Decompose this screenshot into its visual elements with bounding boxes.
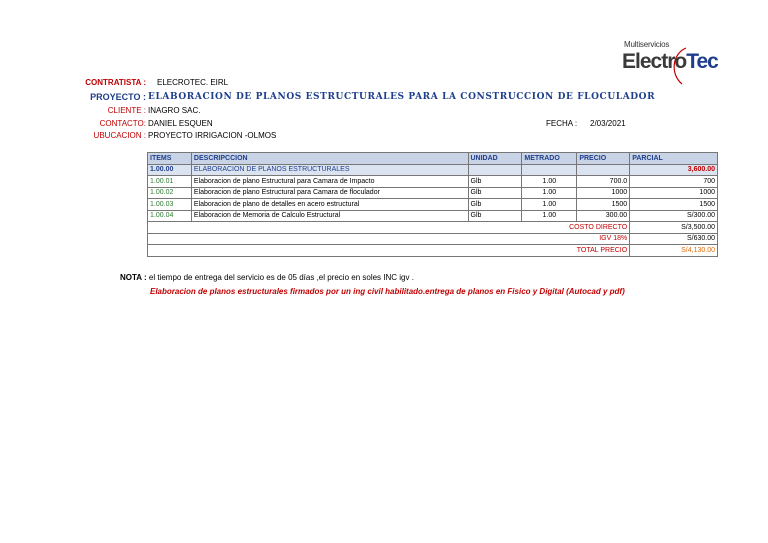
cliente-label: CLIENTE : bbox=[107, 106, 146, 115]
section-item: 1.00.00 bbox=[148, 164, 192, 176]
header-metrado: METRADO bbox=[522, 153, 577, 165]
row-parcial: 700 bbox=[630, 176, 718, 188]
proyecto-value: ELABORACION DE PLANOS ESTRUCTURALES PARA LA CONSTRUCCION DE FLOCULADOR bbox=[148, 92, 656, 102]
logo-brand-part1: Electro bbox=[622, 50, 687, 73]
row-precio: 300.00 bbox=[577, 210, 630, 222]
cliente-value: INAGRO SAC. bbox=[148, 106, 201, 115]
row-parcial: 1000 bbox=[630, 187, 718, 199]
row-item: 1.00.04 bbox=[148, 210, 192, 222]
table-row bbox=[148, 187, 718, 199]
table-row bbox=[148, 210, 718, 222]
igv-value: S/630.00 bbox=[630, 233, 718, 245]
row-item: 1.00.03 bbox=[148, 199, 192, 211]
row-unidad: Glb bbox=[468, 176, 522, 188]
budget-table bbox=[147, 152, 718, 257]
logo-tagline: Multiservicios bbox=[624, 40, 670, 49]
section-row bbox=[148, 164, 718, 176]
company-logo bbox=[618, 38, 718, 88]
row-item: 1.00.01 bbox=[148, 176, 192, 188]
row-precio: 1500 bbox=[577, 199, 630, 211]
table-row bbox=[148, 199, 718, 211]
row-unidad: Glb bbox=[468, 187, 522, 199]
row-parcial: S/300.00 bbox=[630, 210, 718, 222]
logo-brand-part2: Tec bbox=[686, 50, 718, 73]
fecha-label: FECHA : bbox=[546, 119, 578, 128]
nota-text: el tiempo de entrega del servicio es de 05 días ,el precio en soles INC igv . bbox=[148, 273, 414, 282]
nota-label: NOTA : bbox=[120, 273, 147, 282]
row-precio: 1000 bbox=[577, 187, 630, 199]
row-description: Elaboracion de Memoria de Calculo Estructural bbox=[191, 210, 468, 222]
igv-label: IGV 18% bbox=[148, 233, 630, 245]
total-row bbox=[148, 245, 718, 257]
header-unidad: UNIDAD bbox=[468, 153, 522, 165]
header-description: DESCRIPCCION bbox=[191, 153, 468, 165]
row-metrado: 1.00 bbox=[522, 187, 577, 199]
section-metrado bbox=[522, 164, 577, 176]
contacto-value: DANIEL ESQUEN bbox=[148, 119, 213, 128]
section-unidad bbox=[468, 164, 522, 176]
row-description: Elaboracion de plano Estructural para Camara de floculador bbox=[191, 187, 468, 199]
row-metrado: 1.00 bbox=[522, 210, 577, 222]
nota-detail: Elaboracion de planos estructurales firmados por un ing civil habilitado.entrega de planos en Fisico y Digital (Autocad y pdf) bbox=[150, 287, 625, 296]
costo-directo-row bbox=[148, 222, 718, 234]
ubicacion-label: UBUCACION : bbox=[93, 131, 146, 140]
row-item: 1.00.02 bbox=[148, 187, 192, 199]
section-description: ELABORACION DE PLANOS ESTRUCTURALES bbox=[191, 164, 468, 176]
proyecto-label: PROYECTO : bbox=[90, 92, 146, 102]
header-precio: PRECIO bbox=[577, 153, 630, 165]
nota-line bbox=[120, 273, 414, 282]
total-value: S/4,130.00 bbox=[630, 245, 718, 257]
table-header-row bbox=[148, 153, 718, 165]
row-unidad: Glb bbox=[468, 199, 522, 211]
costo-directo-value: S/3,500.00 bbox=[630, 222, 718, 234]
section-parcial: 3,600.00 bbox=[630, 164, 718, 176]
contratista-value: ELECROTEC. EIRL bbox=[157, 78, 229, 87]
header-items: ITEMS bbox=[148, 153, 192, 165]
row-metrado: 1.00 bbox=[522, 199, 577, 211]
total-label: TOTAL PRECIO bbox=[148, 245, 630, 257]
row-metrado: 1.00 bbox=[522, 176, 577, 188]
ubicacion-value: PROYECTO IRRIGACION -OLMOS bbox=[148, 131, 277, 140]
row-unidad: Glb bbox=[468, 210, 522, 222]
row-parcial: 1500 bbox=[630, 199, 718, 211]
row-description: Elaboracion de plano Estructural para Camara de Impacto bbox=[191, 176, 468, 188]
header-parcial: PARCIAL bbox=[630, 153, 718, 165]
logo-brand bbox=[622, 50, 718, 74]
igv-row bbox=[148, 233, 718, 245]
row-precio: 700.0 bbox=[577, 176, 630, 188]
row-description: Elaboracion de plano de detalles en acero estructural bbox=[191, 199, 468, 211]
section-precio bbox=[577, 164, 630, 176]
table-row bbox=[148, 176, 718, 188]
fecha-value: 2/03/2021 bbox=[590, 119, 626, 128]
contratista-label: CONTRATISTA : bbox=[85, 78, 146, 87]
costo-directo-label: COSTO DIRECTO bbox=[148, 222, 630, 234]
contacto-label: CONTACTO: bbox=[99, 119, 146, 128]
